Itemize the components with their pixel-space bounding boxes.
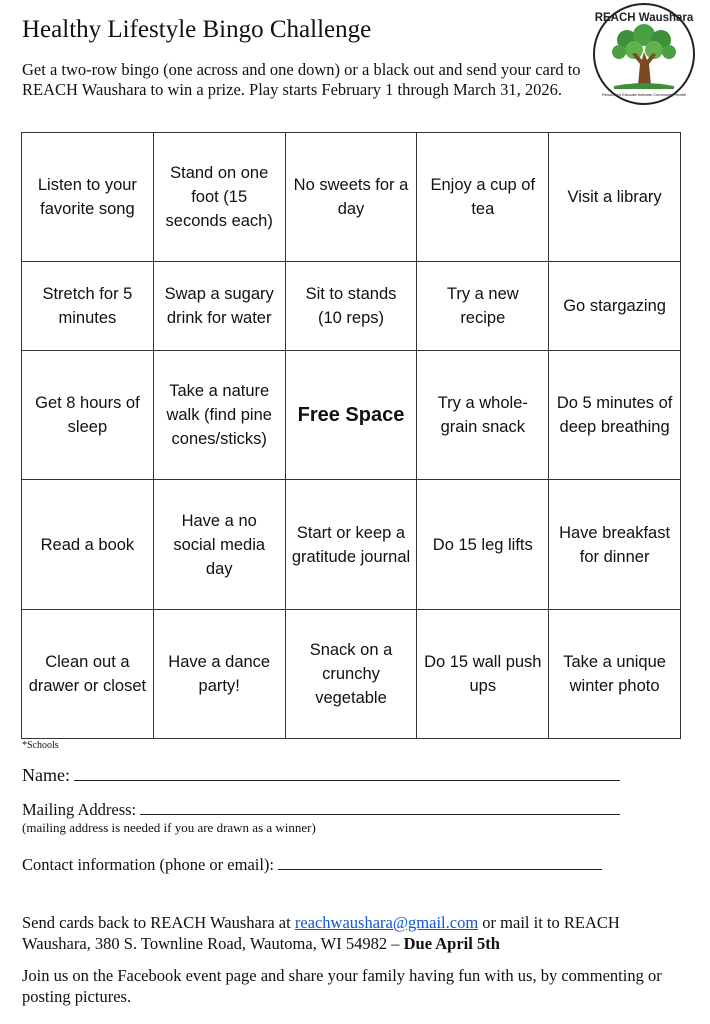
footnote: *Schools <box>22 740 59 751</box>
send-instructions <box>22 912 682 954</box>
contact-label: Contact information (phone or email): <box>22 855 275 874</box>
bingo-cell[interactable]: Do 5 minutes of deep breathing <box>549 351 681 480</box>
address-input-line[interactable] <box>140 800 620 815</box>
bingo-cell[interactable]: Have breakfast for dinner <box>549 480 681 609</box>
bingo-free-space[interactable]: Free Space <box>285 351 417 480</box>
bingo-cell[interactable]: Take a nature walk (find pine cones/sticks) <box>153 351 285 480</box>
bingo-cell[interactable]: Start or keep a gratitude journal <box>285 480 417 609</box>
reach-waushara-logo <box>592 2 696 106</box>
bingo-cell[interactable]: Take a unique winter photo <box>549 609 681 738</box>
send-prefix: Send cards back to REACH Waushara at <box>22 913 295 932</box>
bingo-cell[interactable]: Stretch for 5 minutes <box>22 262 154 351</box>
bingo-cell[interactable]: Go stargazing <box>549 262 681 351</box>
bingo-cell[interactable]: Have a dance party! <box>153 609 285 738</box>
intro-text: Get a two-row bingo (one across and one down) or a black out and send your card to REACH Waushara to win a prize. Play starts February 1 through March 31, 2026. <box>22 60 581 99</box>
bingo-cell[interactable]: Do 15 leg lifts <box>417 480 549 609</box>
logo-tagline: Resources Educate Activate Community Health <box>601 92 687 97</box>
bingo-cell[interactable]: Snack on a crunchy vegetable <box>285 609 417 738</box>
bingo-row <box>22 480 681 609</box>
address-note: (mailing address is needed if you are drawn as a winner) <box>22 820 316 835</box>
bingo-cell[interactable]: Read a book <box>22 480 154 609</box>
bingo-cell[interactable]: Listen to your favorite song <box>22 133 154 262</box>
bingo-row <box>22 351 681 480</box>
bingo-cell[interactable]: Try a new recipe <box>417 262 549 351</box>
name-input-line[interactable] <box>74 766 620 781</box>
contact-field[interactable] <box>22 855 602 875</box>
bingo-row <box>22 609 681 738</box>
bingo-cell[interactable]: Have a no social media day <box>153 480 285 609</box>
bingo-cell[interactable]: Clean out a drawer or closet <box>22 609 154 738</box>
name-label: Name: <box>22 765 70 785</box>
bingo-cell[interactable]: Sit to stands (10 reps) <box>285 262 417 351</box>
address-field[interactable] <box>22 800 620 820</box>
email-link[interactable]: reachwaushara@gmail.com <box>294 913 479 932</box>
bingo-cell[interactable]: Do 15 wall push ups <box>417 609 549 738</box>
bingo-cell[interactable]: Visit a library <box>549 133 681 262</box>
join-text: Join us on the Facebook event page and share your family having fun with us, by commenting or posting pictures. <box>22 966 662 1006</box>
bingo-card <box>21 132 681 739</box>
address-label: Mailing Address: <box>22 800 137 819</box>
logo-name: REACH Waushara <box>594 12 694 24</box>
send-middle: or mail it to REACH Waushara, 380 S. Townline Road, Wautoma, WI 54982 – <box>22 913 620 953</box>
bingo-cell[interactable]: Get 8 hours of sleep <box>22 351 154 480</box>
bingo-cell[interactable]: Swap a sugary drink for water <box>153 262 285 351</box>
bingo-cell[interactable]: No sweets for a day <box>285 133 417 262</box>
bingo-row <box>22 133 681 262</box>
contact-input-line[interactable] <box>278 855 602 870</box>
bingo-cell[interactable]: Enjoy a cup of tea <box>417 133 549 262</box>
page-title: Healthy Lifestyle Bingo Challenge <box>22 16 372 43</box>
bingo-cell[interactable]: Try a whole-grain snack <box>417 351 549 480</box>
name-field[interactable] <box>22 765 620 786</box>
bingo-cell[interactable]: Stand on one foot (15 seconds each) <box>153 133 285 262</box>
due-date: Due April 5th <box>403 934 500 953</box>
bingo-row <box>22 262 681 351</box>
